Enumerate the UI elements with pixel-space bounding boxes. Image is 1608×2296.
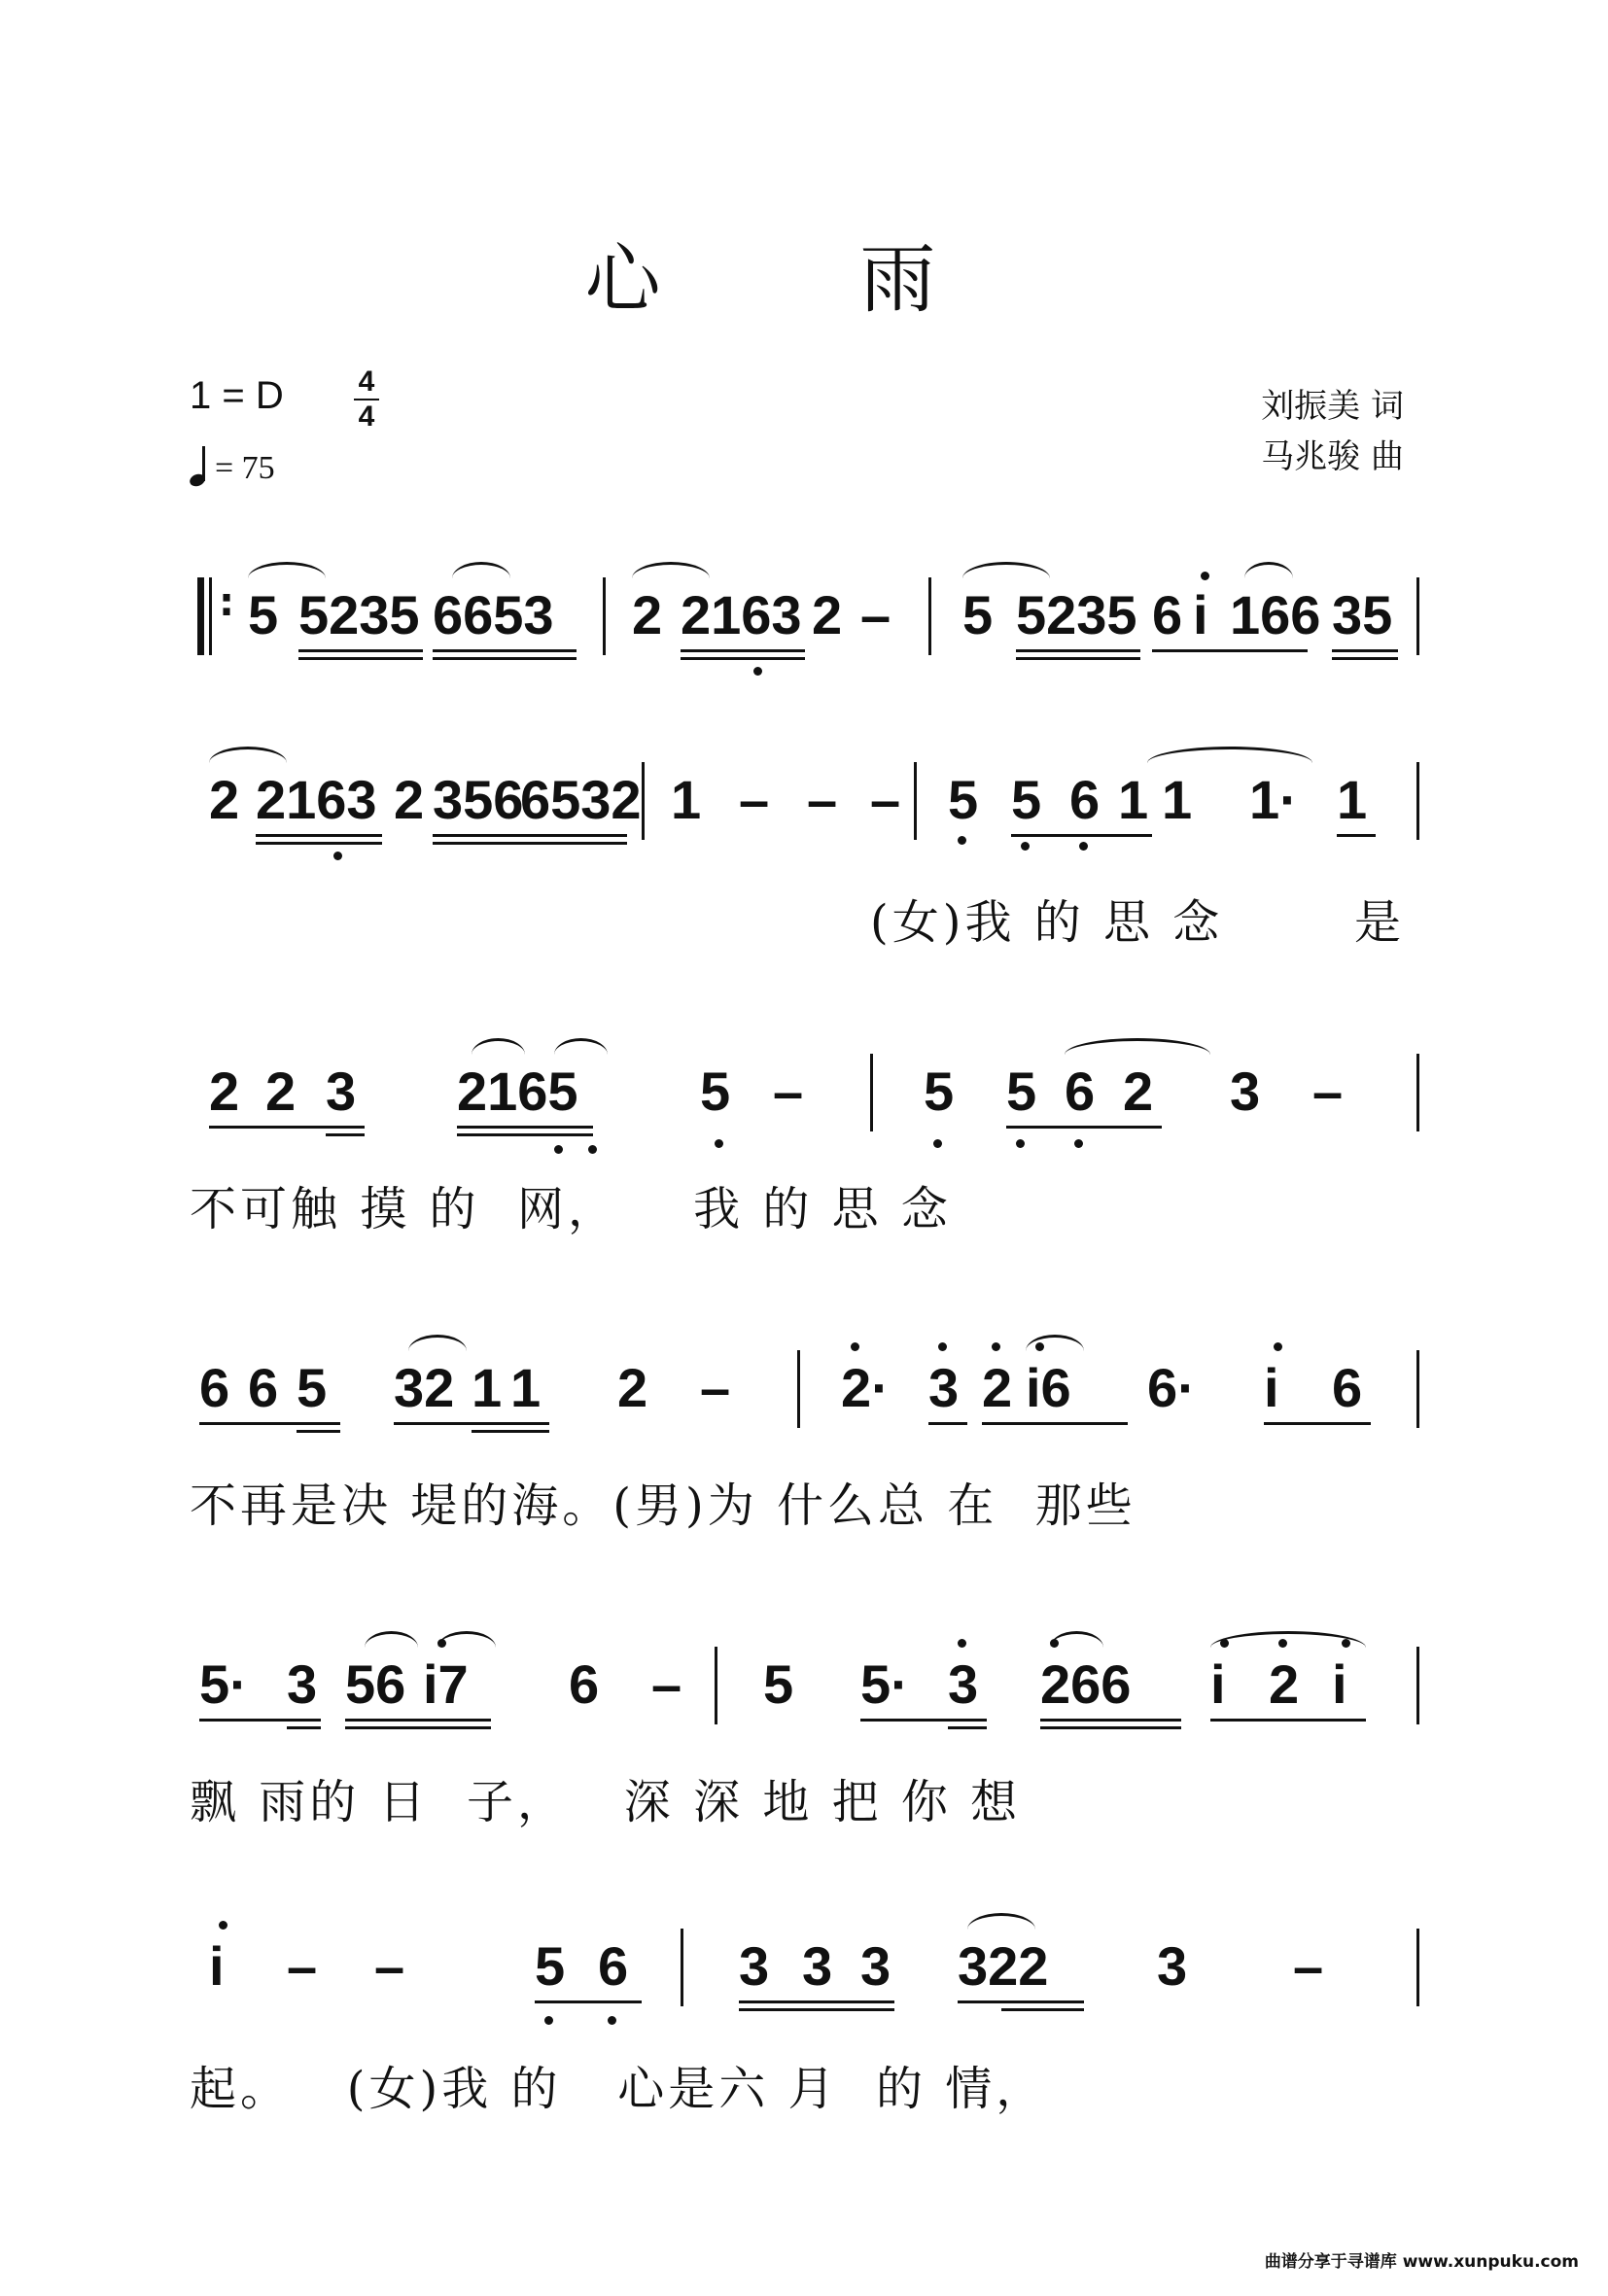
slur: [967, 1913, 1035, 1930]
note: 5: [1006, 1061, 1037, 1122]
notes: [190, 580, 1424, 653]
slur: [1026, 1335, 1084, 1351]
note: 6: [1069, 769, 1101, 830]
barline: [1416, 1054, 1419, 1131]
note: 2: [982, 1357, 1013, 1418]
underline: [928, 1422, 967, 1425]
underline: [1016, 657, 1140, 660]
note: i: [1210, 1653, 1226, 1715]
high-octave-dot: [958, 1639, 966, 1648]
slur: [632, 562, 710, 578]
note: i: [1193, 584, 1208, 645]
notes: [190, 1356, 1424, 1426]
note: 6: [1152, 584, 1183, 645]
credits: [1261, 381, 1404, 482]
note-group: 35: [1332, 584, 1393, 645]
underline: [1337, 834, 1376, 837]
note: 6: [1332, 1357, 1363, 1418]
note: 3: [1230, 1061, 1261, 1122]
note-group: 166: [1230, 584, 1321, 645]
note: 5·: [860, 1653, 909, 1715]
dash: –: [1312, 1061, 1344, 1122]
low-octave-dot: [1074, 1139, 1083, 1148]
time-signature: [352, 367, 381, 432]
notes: [190, 1060, 1424, 1130]
barline: [603, 577, 606, 655]
note-group: 2163: [256, 769, 377, 830]
note: 1: [1118, 769, 1149, 830]
note: 2: [394, 769, 425, 830]
note: 5: [962, 584, 994, 645]
note: 2: [617, 1357, 648, 1418]
dash: –: [807, 769, 838, 830]
underline: [681, 649, 805, 652]
note: 1: [472, 1357, 503, 1418]
underline: [1152, 649, 1308, 652]
note: i: [1264, 1357, 1279, 1418]
note-group: 32: [394, 1357, 455, 1418]
note: 1: [1162, 769, 1193, 830]
barline: [797, 1350, 800, 1428]
underline: [457, 1133, 593, 1136]
note-group: 6532: [520, 769, 642, 830]
high-octave-dot: [1274, 1342, 1282, 1351]
low-octave-dot: [588, 1145, 597, 1154]
barline: [1416, 1929, 1419, 2006]
underline: [394, 1422, 549, 1425]
dash: –: [870, 769, 901, 830]
underline: [1040, 1726, 1181, 1729]
lyrics: 不可触 摸 的 网， 我 的 思 念: [190, 1182, 952, 1236]
dash: –: [374, 1935, 405, 1997]
high-octave-dot: [992, 1342, 1000, 1351]
underline: [199, 1422, 340, 1425]
underline: [1011, 834, 1152, 837]
note: 2·: [841, 1357, 890, 1418]
note: 1: [671, 769, 702, 830]
note: 5: [763, 1653, 794, 1715]
underline: [287, 1726, 321, 1729]
low-octave-dot: [333, 852, 342, 860]
note: 5: [924, 1061, 955, 1122]
underline: [433, 834, 627, 837]
note-group: 5235: [298, 584, 420, 645]
note-group: 356: [433, 769, 524, 830]
underline: [1210, 1719, 1366, 1722]
note: 6: [569, 1653, 600, 1715]
underline: [457, 1126, 593, 1129]
time-signature-top: 4: [358, 365, 375, 398]
note-group: 5235: [1016, 584, 1137, 645]
underline: [739, 2000, 894, 2003]
note: 3: [287, 1653, 318, 1715]
slur: [452, 562, 510, 578]
underline: [345, 1719, 491, 1722]
lyricist-credit: 刘振美 词: [1261, 387, 1404, 426]
barline: [681, 1929, 683, 2006]
underline: [1040, 1719, 1181, 1722]
barline: [1416, 577, 1419, 655]
note-group: 56: [345, 1653, 406, 1715]
note: 6: [598, 1935, 629, 1997]
note: 2: [632, 584, 663, 645]
barline: [1416, 762, 1419, 840]
notes: [190, 1652, 1424, 1722]
high-octave-dot: [1201, 572, 1209, 580]
note: i: [1332, 1653, 1347, 1715]
note: 1: [1337, 769, 1368, 830]
note: 2: [265, 1061, 297, 1122]
high-octave-dot: [851, 1342, 859, 1351]
note: 3: [860, 1935, 891, 1997]
note: 3: [948, 1653, 979, 1715]
note: 6: [199, 1357, 230, 1418]
note-group: 266: [1040, 1653, 1132, 1715]
note: 1: [510, 1357, 542, 1418]
dash: –: [860, 584, 891, 645]
song-title: 心 雨: [584, 236, 1024, 324]
note: 5: [948, 769, 979, 830]
underline: [535, 2000, 642, 2003]
barline: [642, 762, 645, 840]
note: 5·: [199, 1653, 248, 1715]
slur: [1244, 562, 1293, 578]
note: 2: [1269, 1653, 1300, 1715]
notes: [190, 1934, 1424, 2004]
note: 5: [297, 1357, 328, 1418]
note: 5: [700, 1061, 731, 1122]
barline: [715, 1647, 717, 1724]
note: 3: [326, 1061, 357, 1122]
lyrics: 不再是决 堤的海。(男)为 什么总 在 那些: [190, 1478, 1136, 1533]
dash: –: [651, 1653, 682, 1715]
underline: [958, 2000, 1084, 2003]
note: 5: [535, 1935, 566, 1997]
repeat-dots: :: [219, 580, 234, 625]
underline: [298, 657, 423, 660]
note-group: 322: [958, 1935, 1049, 1997]
dash: –: [1293, 1935, 1324, 1997]
lyrics: 飘 雨的 日 子， 深 深 地 把 你 想: [190, 1775, 1022, 1829]
underline: [982, 1422, 1128, 1425]
note: 2: [812, 584, 843, 645]
underline: [1006, 1126, 1162, 1129]
slur: [209, 747, 287, 763]
slur: [1210, 1631, 1366, 1648]
composer-credit: 马兆骏 曲: [1261, 437, 1404, 476]
high-octave-dot: [938, 1342, 947, 1351]
low-octave-dot: [1079, 842, 1088, 851]
barline: [870, 1054, 873, 1131]
tempo-value: = 75: [215, 450, 275, 486]
slur: [408, 1335, 467, 1351]
underline: [199, 1719, 321, 1722]
low-octave-dot: [554, 1145, 563, 1154]
underline: [681, 657, 805, 660]
underline: [433, 657, 577, 660]
underline: [1332, 657, 1398, 660]
note: 6·: [1147, 1357, 1196, 1418]
note: 1·: [1249, 769, 1298, 830]
note-group: 6653: [433, 584, 554, 645]
low-octave-dot: [715, 1139, 723, 1148]
note: 3: [1157, 1935, 1188, 1997]
low-octave-dot: [608, 2016, 616, 2025]
slur: [248, 562, 326, 578]
note: 3: [802, 1935, 833, 1997]
time-signature-bottom: 4: [358, 400, 375, 433]
note: i: [209, 1935, 225, 1997]
underline: [433, 842, 627, 845]
underline: [739, 2008, 894, 2011]
slur: [437, 1631, 496, 1648]
lyrics: (女)我 的 思 念 是: [870, 895, 1406, 950]
note-group: i7: [423, 1653, 469, 1715]
note: 2: [209, 769, 240, 830]
underline: [948, 1726, 987, 1729]
underline: [1016, 649, 1140, 652]
slur: [472, 1038, 525, 1055]
underline: [298, 649, 423, 652]
slur: [1050, 1631, 1103, 1648]
note: 3: [739, 1935, 770, 1997]
note: 6: [248, 1357, 279, 1418]
underline: [1332, 649, 1398, 652]
dash: –: [739, 769, 770, 830]
barline: [928, 577, 931, 655]
high-octave-dot: [219, 1921, 227, 1930]
key-signature: 1 = D: [190, 374, 284, 417]
low-octave-dot: [1021, 842, 1030, 851]
note: 5: [1011, 769, 1042, 830]
low-octave-dot: [1016, 1139, 1025, 1148]
barline: [1416, 1647, 1419, 1724]
underline: [1264, 1422, 1371, 1425]
low-octave-dot: [544, 2016, 553, 2025]
slur: [1147, 747, 1312, 763]
notes: [190, 768, 1424, 838]
slur: [365, 1631, 418, 1648]
note: 6: [1065, 1061, 1096, 1122]
low-octave-dot: [753, 667, 762, 676]
underline: [209, 1126, 365, 1129]
dash: –: [773, 1061, 804, 1122]
underline: [860, 1719, 987, 1722]
low-octave-dot: [958, 836, 966, 845]
underline: [1001, 2008, 1084, 2011]
dash: –: [700, 1357, 731, 1418]
low-octave-dot: [933, 1139, 942, 1148]
lyrics: 起。 (女)我 的 心是六 月 的 情，: [190, 2062, 1047, 2116]
underline: [345, 1726, 491, 1729]
note: 3: [928, 1357, 960, 1418]
barline: [1416, 1350, 1419, 1428]
note: 2: [1123, 1061, 1154, 1122]
note: 2: [209, 1061, 240, 1122]
underline: [297, 1430, 340, 1433]
tempo-marking: [190, 447, 275, 487]
quarter-note-icon: [190, 447, 207, 486]
dash: –: [287, 1935, 318, 1997]
barline: [914, 762, 917, 840]
underline: [433, 649, 577, 652]
underline: [326, 1133, 365, 1136]
note-group: i6: [1026, 1357, 1071, 1418]
note-group: 2165: [457, 1061, 578, 1122]
slur: [962, 562, 1050, 578]
underline: [256, 834, 382, 837]
underline: [256, 842, 382, 845]
note: 5: [248, 584, 279, 645]
slur: [554, 1038, 608, 1055]
slur: [1065, 1038, 1210, 1055]
note-group: 2163: [681, 584, 802, 645]
footer-credit: 曲谱分享于寻谱库 www.xunpuku.com: [1264, 2252, 1579, 2272]
underline: [472, 1430, 549, 1433]
